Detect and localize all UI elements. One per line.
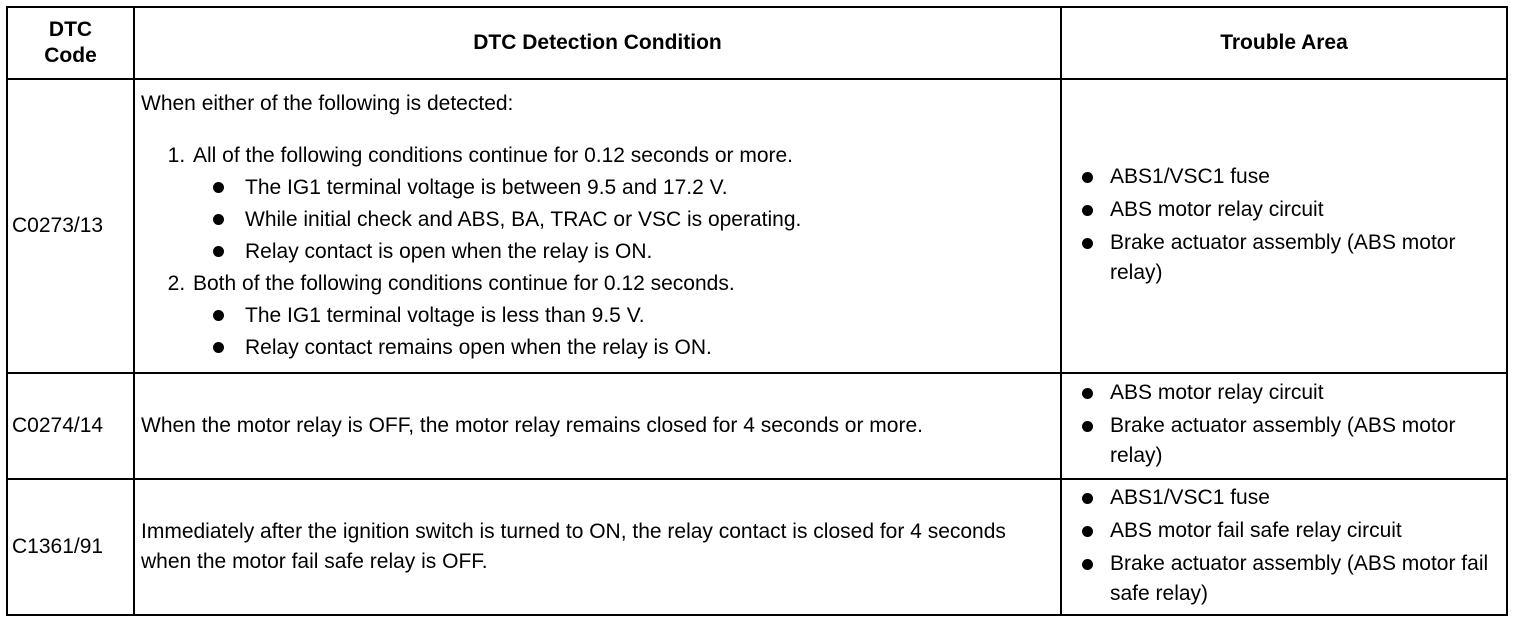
header-detection-condition: DTC Detection Condition (134, 7, 1061, 79)
header-trouble-area: Trouble Area (1061, 7, 1507, 79)
header-row (7, 7, 1507, 79)
trouble-area-item: ABS motor relay circuit (1110, 378, 1498, 408)
dtc-code: C0274/14 (7, 373, 134, 479)
condition-bullet: Relay contact remains open when the relay is ON. (245, 332, 1054, 364)
trouble-area-list (1084, 162, 1498, 288)
dtc-table (6, 6, 1508, 616)
trouble-area-item: ABS motor relay circuit (1110, 195, 1498, 225)
trouble-area-item: Brake actuator assembly (ABS motor relay) (1110, 411, 1498, 471)
condition-steps (141, 140, 1054, 364)
dtc-code: C1361/91 (7, 479, 134, 615)
header-dtc-code: DTC Code (7, 7, 134, 79)
table-row (7, 79, 1507, 373)
trouble-area-item: Brake actuator assembly (ABS motor relay) (1110, 228, 1498, 288)
condition-sub-list (193, 172, 1054, 268)
trouble-area-item: Brake actuator assembly (ABS motor fail safe relay) (1110, 549, 1498, 609)
table-row (7, 479, 1507, 615)
condition-bullet: Relay contact is open when the relay is ON. (245, 236, 1054, 268)
trouble-area (1061, 479, 1507, 615)
condition-bullet: While initial check and ABS, BA, TRAC or VSC is operating. (245, 204, 1054, 236)
condition-step (191, 140, 1054, 268)
trouble-area-item: ABS1/VSC1 fuse (1110, 162, 1498, 192)
detection-condition: When the motor relay is OFF, the motor relay remains closed for 4 seconds or more. (134, 373, 1061, 479)
dtc-code: C0273/13 (7, 79, 134, 373)
detection-condition: Immediately after the ignition switch is turned to ON, the relay contact is closed for 4 seconds when the motor fail safe relay is OFF. (134, 479, 1061, 615)
trouble-area-list (1084, 483, 1498, 609)
condition-step-text: All of the following conditions continue for 0.12 seconds or more. (193, 144, 794, 167)
trouble-area-list (1084, 378, 1498, 471)
condition-sub-list (193, 300, 1054, 364)
table-row (7, 373, 1507, 479)
trouble-area-item: ABS motor fail safe relay circuit (1110, 516, 1498, 546)
trouble-area-item: ABS1/VSC1 fuse (1110, 483, 1498, 513)
condition-intro: When either of the following is detected: (141, 92, 514, 115)
condition-bullet: The IG1 terminal voltage is less than 9.5 V. (245, 300, 1054, 332)
detection-condition (134, 79, 1061, 373)
trouble-area (1061, 373, 1507, 479)
condition-step (191, 268, 1054, 364)
condition-bullet: The IG1 terminal voltage is between 9.5 and 17.2 V. (245, 172, 1054, 204)
condition-step-text: Both of the following conditions continue for 0.12 seconds. (193, 272, 735, 295)
trouble-area (1061, 79, 1507, 373)
